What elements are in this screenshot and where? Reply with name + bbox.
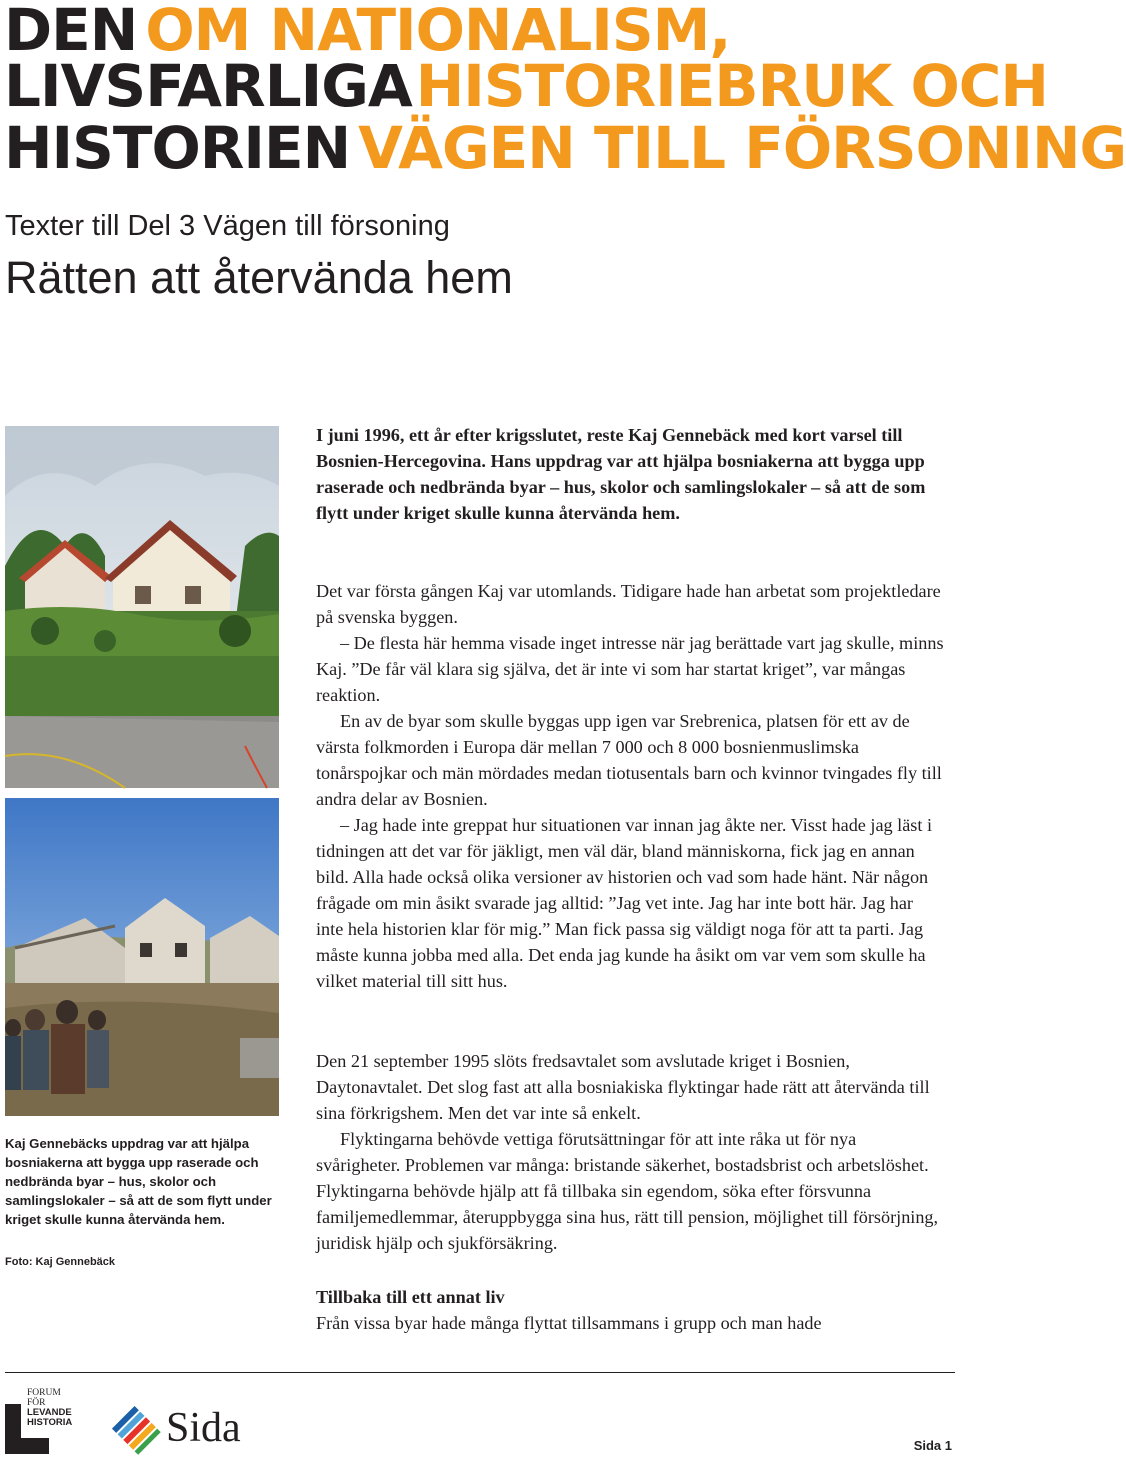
body-block-2 <box>316 1048 944 1256</box>
sida-mark-icon <box>110 1404 162 1456</box>
forum-levande-historia-logo <box>5 1388 95 1454</box>
masthead-line-1-accent: OM NATIONALISM, <box>145 0 731 64</box>
photo-credit: Foto: Kaj Gennebäck <box>5 1256 116 1268</box>
logo-bar-horizontal <box>5 1438 49 1454</box>
body-paragraph-6: Flyktingarna behövde vettiga förutsättningar för att inte råka ut för nya svårigheter. Problemen var många: bristande säkerhet, bostadsbrist och arbetslöshet. Flyktingarna behövde hjälp att få tillbaka sin egendom, söka efter försvunna familjemedlemmar, återuppbygga sina hus, rätt till pension, möjlighet till försörjning, juridisk hjälp och sjukförsäkring. <box>316 1129 939 1253</box>
body-paragraph-4: – Jag hade inte greppat hur situationen var innan jag åkte ner. Visst hade jag läst i tidningen att det var för jäkligt, men väl där, bland människorna, fick jag en annan bild. Alla hade också olika versioner av historien och vad som hade hänt. När någon frågade om min åsikt svarade jag alltid: ”Jag vet inte. Jag har inte bott här. Jag har inte hela historien klar för mig.” Man fick passa sig väldigt noga för att ta parti. Jag måste kunna jobba med alla. Det enda jag kunde ha åsikt om var vem som skulle ha vilket material till sitt hus. <box>316 815 933 991</box>
masthead-line-3-accent: VÄGEN TILL FÖRSONING <box>358 114 1126 182</box>
photo-destroyed-village <box>5 798 279 1116</box>
masthead-line-1 <box>4 0 731 64</box>
logo-text <box>27 1388 72 1428</box>
logo-text-line-4: HISTORIA <box>27 1417 73 1428</box>
page-number: Sida 1 <box>913 1438 952 1453</box>
photo-caption: Kaj Gennebäcks uppdrag var att hjälpa bosniakerna att bygga upp raserade och nedbrända byar – hus, skolor och samlingslokaler – så att de som flytt under kriget skulle kunna återvända hem. <box>5 1136 272 1227</box>
sida-logo <box>110 1402 250 1454</box>
section-heading: Tillbaka till ett annat liv <box>316 1287 505 1307</box>
body-paragraph-3: En av de byar som skulle byggas upp igen var Srebrenica, platsen för ett av de värsta folkmorden i Europa där mellan 7 000 och 8 000 bosnienmuslimska tonårspojkar och män mördades medan tiotusentals barn och kvinnor tvingades fly till andra delar av Bosnien. <box>316 711 942 809</box>
body-paragraph-1: Det var första gången Kaj var utomlands. Tidigare hade han arbetat som projektledare på svenska byggen. <box>316 581 941 627</box>
masthead-line-3-dark: HISTORIEN <box>4 114 351 182</box>
logo-text-line-2: FÖR <box>27 1398 46 1408</box>
logo-text-line-1: FORUM <box>27 1388 61 1398</box>
footer-divider <box>5 1372 955 1373</box>
masthead-line-2-dark: LIVSFARLIGA <box>4 52 412 120</box>
logo-text-line-3: LEVANDE <box>27 1407 72 1418</box>
masthead-line-3 <box>4 114 1126 182</box>
masthead-line-1-dark: DEN <box>4 0 138 64</box>
intro-text: I juni 1996, ett år efter krigsslutet, reste Kaj Gennebäck med kort varsel till Bosnien-Hercegovina. Hans uppdrag var att hjälpa bosniakerna att bygga upp raserade och nedbrända byar – hus, skolor och samlingslokaler – så att de som flytt under kriget skulle kunna återvända hem. <box>316 425 926 523</box>
photo-rebuilt-houses <box>5 426 279 788</box>
body-paragraph-2: – De flesta här hemma visade inget intresse när jag berättade vart jag skulle, minns Kaj. ”De får väl klara sig själva, det är inte vi som har startat kriget”, var mångas reaktion. <box>316 633 944 705</box>
masthead-line-2-accent: HISTORIEBRUK OCH <box>415 52 1048 120</box>
masthead-line-2 <box>4 52 1048 120</box>
body-block-1 <box>316 578 944 994</box>
body-block-3 <box>316 1284 944 1336</box>
intro-paragraph <box>316 422 944 526</box>
sida-wordmark: Sida <box>166 1405 241 1451</box>
page-title: Rätten att återvända hem <box>5 252 513 303</box>
body-paragraph-7: Från vissa byar hade många flyttat tillsammans i grupp och man hade <box>316 1313 822 1333</box>
body-paragraph-5: Den 21 september 1995 slöts fredsavtalet som avslutade kriget i Bosnien, Daytonavtalet. Det slog fast att alla bosniakiska flyktingar hade rätt att återvända till sina förkrigshem. Men det var inte så enkelt. <box>316 1051 930 1123</box>
page-subtitle: Texter till Del 3 Vägen till försoning <box>5 210 450 242</box>
